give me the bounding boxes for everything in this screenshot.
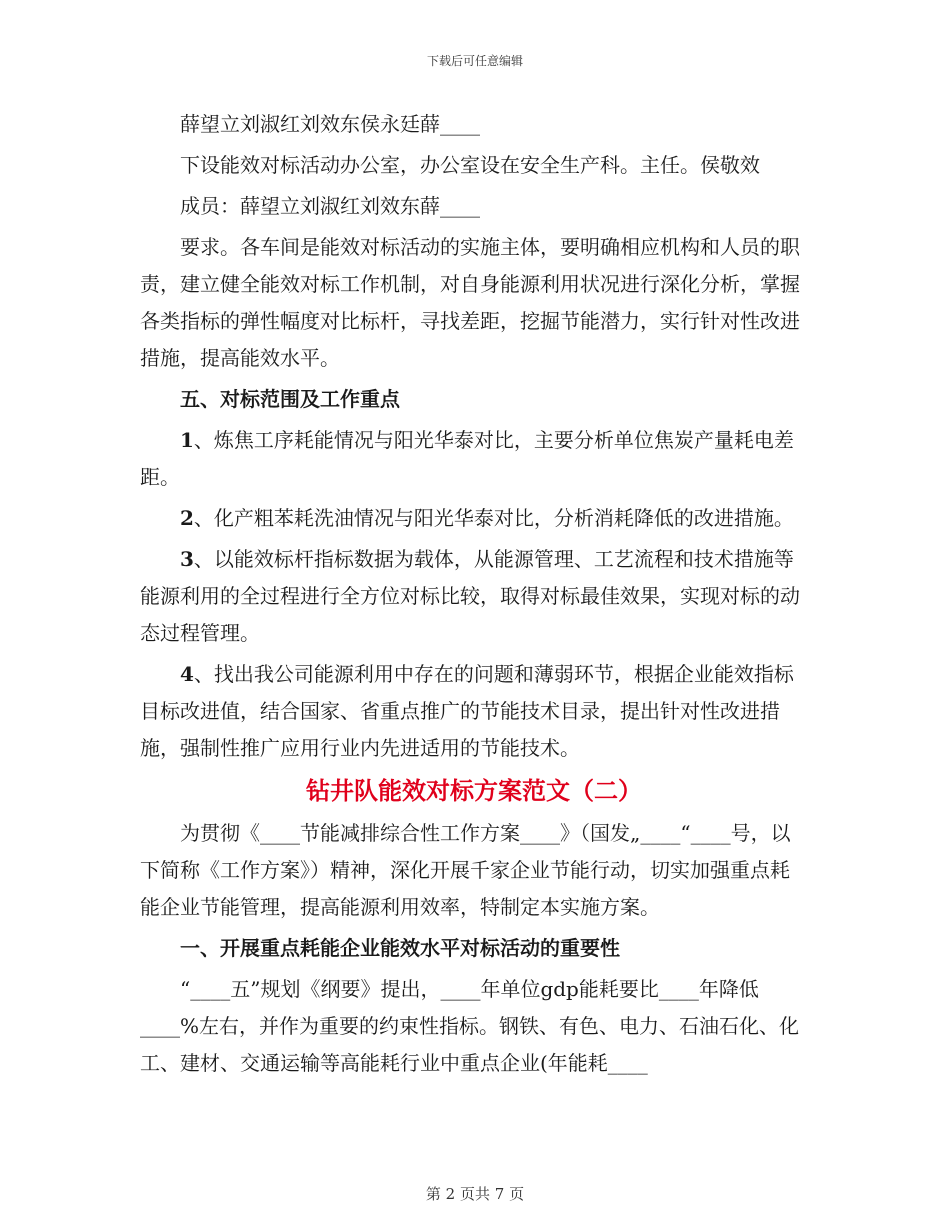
- paragraph-staff: 成员：薛望立刘淑红刘效东薛____: [180, 194, 480, 218]
- paragraph-requirements: 要求。各车间是能效对标活动的实施主体，要明确相应机构和人员的职责，建立健全能效对标工作机制，对自身能源利用状况进行深化分析，掌握各类指标的弹性幅度对比标杆，寻找差距，挖掘节能潜力，实行针对性改进措施，提高能效水平。: [140, 235, 800, 370]
- list-item-4: [140, 656, 808, 767]
- paragraph-office: 下设能效对标活动办公室，办公室设在安全生产科。主任。侯敬效: [180, 153, 760, 177]
- document-title: 钻井队能效对标方案范文（二）: [306, 776, 642, 805]
- list-text: 、以能效标杆指标数据为载体，从能源管理、工艺流程和技术措施等能源利用的全过程进行全方位对标比较，取得对标最佳效果，实现对标的动态过程管理。: [140, 547, 800, 645]
- paragraph-plan: “____五”规划《纲要》提出，____年单位gdp能耗要比____年降低____%左右，并作为重要的约束性指标。钢铁、有色、电力、石油石化、化工、建材、交通运输等高能耗行业中重点企业(年能耗____: [140, 977, 800, 1075]
- section-heading-1: 一、开展重点耗能企业能效水平对标活动的重要性: [180, 936, 620, 960]
- list-item-2: [140, 500, 808, 537]
- list-text: 、炼焦工序耗能情况与阳光华泰对比，主要分析单位焦炭产量耗电差距。: [140, 428, 794, 489]
- paragraph-intro: 为贯彻《____节能减排综合性工作方案____》（国发„____“____号，以下简称《工作方案》）精神，深化开展千家企业节能行动，切实加强重点耗能企业节能管理，提高能源利用效率，特制定本实施方案。: [140, 821, 791, 919]
- list-number: 4: [180, 662, 194, 686]
- paragraph-members: 薛望立刘淑红刘效东侯永廷薛____: [180, 112, 480, 136]
- list-item-1: [140, 422, 808, 496]
- document-body: [140, 106, 808, 1086]
- list-number: 2: [180, 506, 194, 530]
- list-text: 、找出我公司能源利用中存在的问题和薄弱环节，根据企业能效指标目标改进值，结合国家、省重点推广的节能技术目录，提出针对性改进措施，强制性推广应用行业内先进适用的节能技术。: [140, 662, 794, 760]
- list-number: 1: [180, 428, 194, 452]
- section-heading-5: 五、对标范围及工作重点: [180, 387, 400, 411]
- list-text: 、化产粗苯耗洗油情况与阳光华泰对比，分析消耗降低的改进措施。: [193, 506, 794, 530]
- page-footer: 第 2 页共 7 页: [425, 1185, 525, 1203]
- list-item-3: [140, 541, 808, 652]
- page-header: 下载后可任意编辑: [426, 54, 523, 68]
- list-number: 3: [180, 547, 194, 571]
